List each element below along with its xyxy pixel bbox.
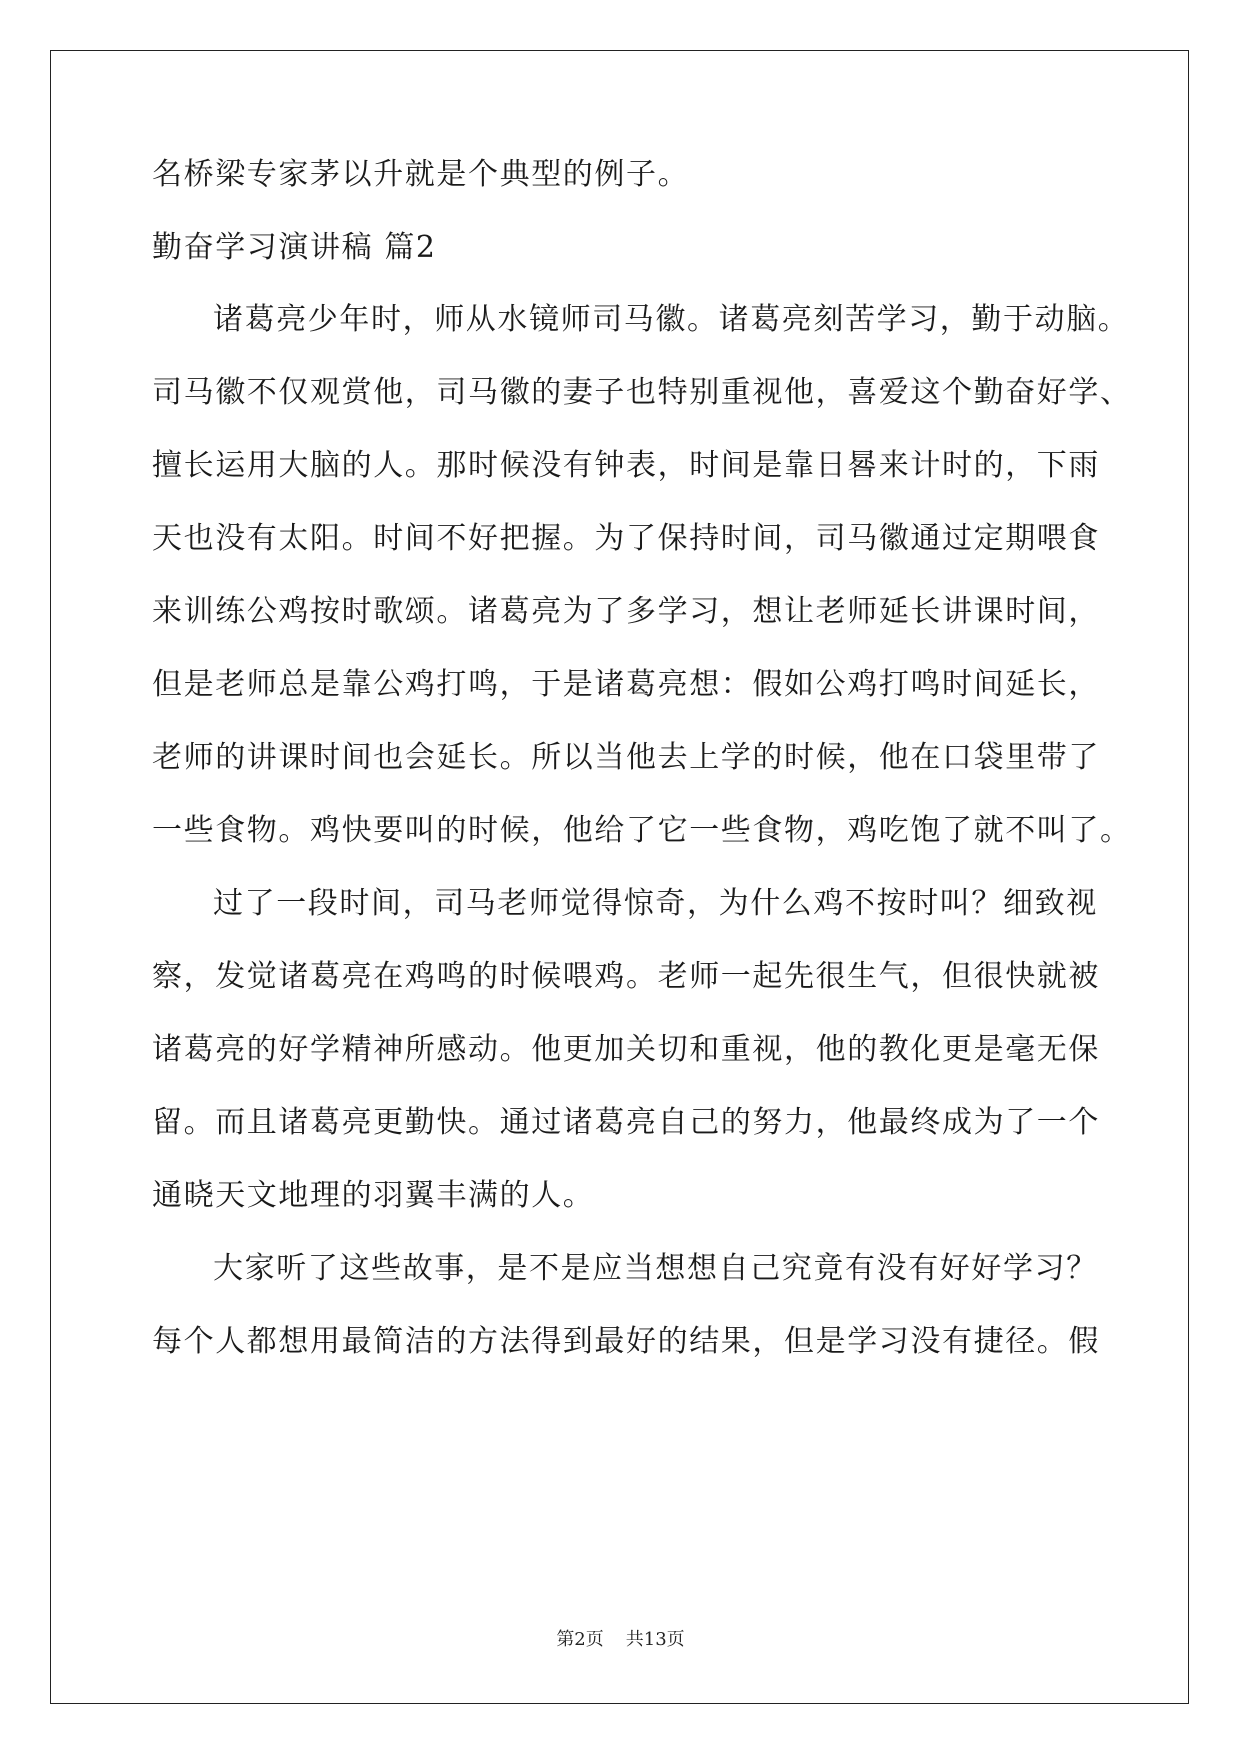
text-line: 司马徽不仅观赏他，司马徽的妻子也特别重视他，喜爱这个勤奋好学、	[152, 375, 1132, 410]
text-line: 大家听了这些故事，是不是应当想想自己究竟有没有好好学习？	[213, 1251, 1098, 1286]
text-line: 诸葛亮的好学精神所感动。他更加关切和重视，他的教化更是毫无保	[152, 1032, 1100, 1067]
text-line: 诸葛亮少年时，师从水镜师司马徽。诸葛亮刻苦学习，勤于动脑。	[213, 302, 1130, 337]
page-border	[50, 50, 1189, 1704]
text-line: 一些食物。鸡快要叫的时候，他给了它一些食物，鸡吃饱了就不叫了。	[152, 813, 1132, 848]
text-line: 察，发觉诸葛亮在鸡鸣的时候喂鸡。老师一起先很生气，但很快就被	[152, 959, 1100, 994]
text-line: 老师的讲课时间也会延长。所以当他去上学的时候，他在口袋里带了	[152, 740, 1100, 775]
text-line: 擅长运用大脑的人。那时候没有钟表，时间是靠日晷来计时的，下雨	[152, 448, 1100, 483]
text-line: 通晓天文地理的羽翼丰满的人。	[152, 1178, 595, 1213]
text-line: 天也没有太阳。时间不好把握。为了保持时间，司马徽通过定期喂食	[152, 521, 1100, 556]
text-line: 但是老师总是靠公鸡打鸣，于是诸葛亮想：假如公鸡打鸣时间延长，	[152, 667, 1100, 702]
text-line: 名桥梁专家茅以升就是个典型的例子。	[152, 157, 690, 192]
text-line: 每个人都想用最简洁的方法得到最好的结果，但是学习没有捷径。假	[152, 1324, 1100, 1359]
section-heading: 勤奋学习演讲稿 篇2	[152, 230, 437, 265]
text-line: 留。而且诸葛亮更勤快。通过诸葛亮自己的努力，他最终成为了一个	[152, 1105, 1100, 1140]
page-number: 第2页	[556, 1629, 604, 1650]
page-total: 共13页	[625, 1629, 685, 1650]
text-line: 过了一段时间，司马老师觉得惊奇，为什么鸡不按时叫？细致视	[213, 886, 1098, 921]
page-footer	[0, 1628, 1241, 1652]
text-line: 来训练公鸡按时歌颂。诸葛亮为了多学习，想让老师延长讲课时间，	[152, 594, 1100, 629]
